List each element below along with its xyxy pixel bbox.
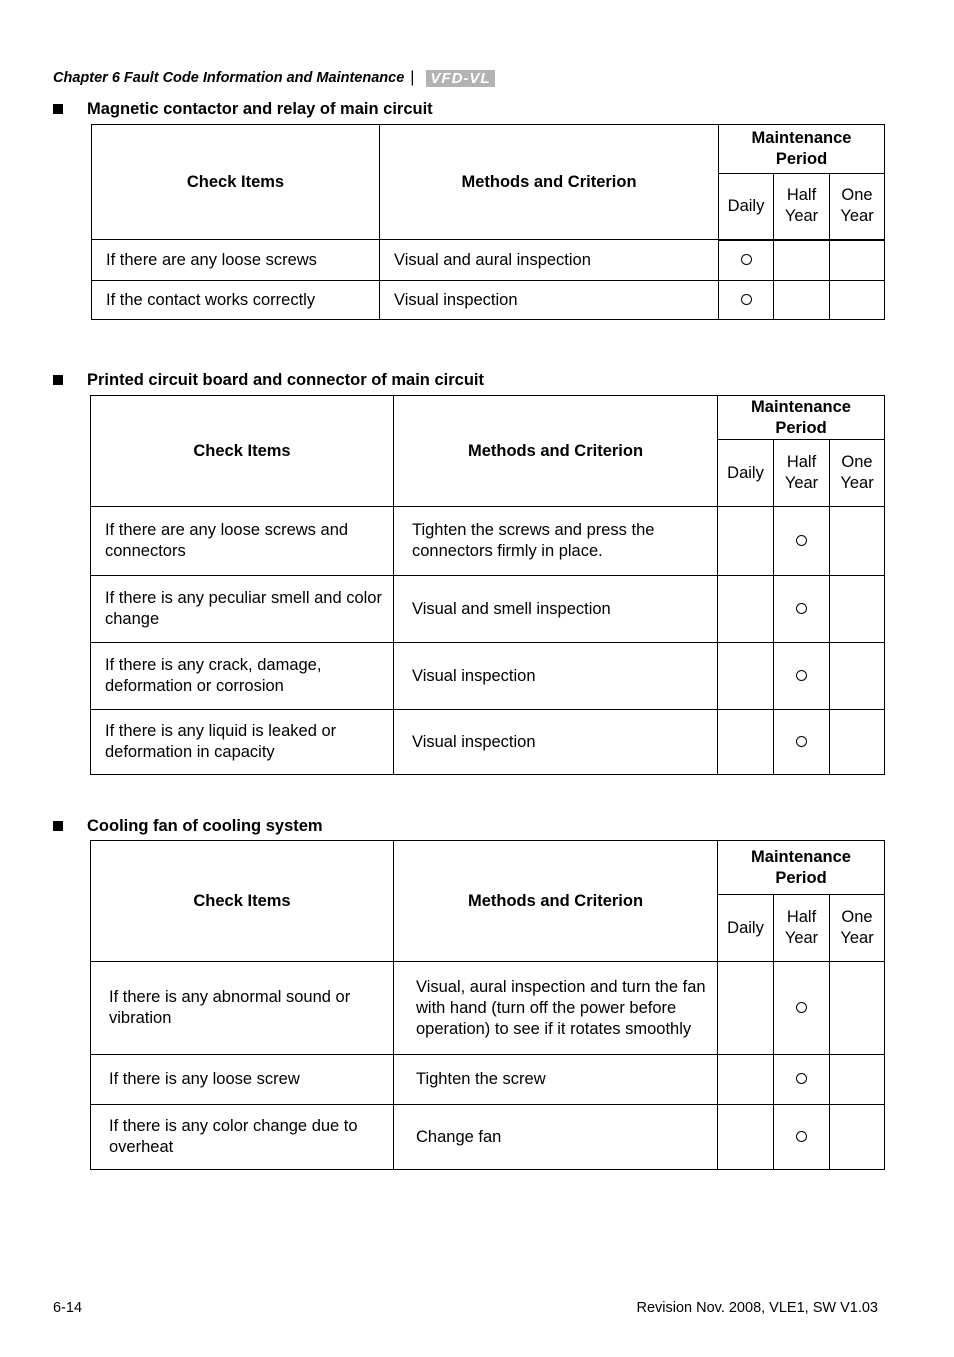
col-header-one-year: One Year xyxy=(830,895,885,962)
circle-mark-icon xyxy=(796,1073,807,1084)
table-row xyxy=(91,710,885,775)
method-cell: Visual, aural inspection and turn the fan with hand (turn off the power before operation) to see if it rotates smoothly xyxy=(394,962,718,1055)
header-separator: | xyxy=(410,69,415,86)
col-header-methods: Methods and Criterion xyxy=(394,396,718,507)
col-header-daily: Daily xyxy=(718,895,774,962)
method-cell: Tighten the screw xyxy=(394,1055,718,1105)
check-item-cell: If there is any color change due to overheat xyxy=(91,1105,394,1170)
col-header-period: Maintenance Period xyxy=(719,125,885,174)
method-cell: Visual and aural inspection xyxy=(380,240,719,281)
table-row xyxy=(91,507,885,576)
col-header-half-year: Half Year xyxy=(774,440,830,507)
table-row xyxy=(91,576,885,643)
col-header-one-year: One Year xyxy=(830,440,885,507)
check-item-cell: If there is any abnormal sound or vibration xyxy=(91,962,394,1055)
method-cell: Tighten the screws and press the connectors firmly in place. xyxy=(394,507,718,576)
square-bullet-icon xyxy=(53,104,63,114)
table-row xyxy=(92,240,885,281)
check-item-cell: If there is any liquid is leaked or deformation in capacity xyxy=(91,710,394,775)
section-title-text: Cooling fan of cooling system xyxy=(87,816,323,835)
col-header-check-items: Check Items xyxy=(91,841,394,962)
chapter-title: Chapter 6 Fault Code Information and Maintenance xyxy=(53,70,405,86)
col-header-check-items: Check Items xyxy=(92,125,380,240)
circle-mark-icon xyxy=(796,1131,807,1142)
square-bullet-icon xyxy=(53,821,63,831)
square-bullet-icon xyxy=(53,375,63,385)
table-row xyxy=(91,962,885,1055)
section-title-text: Printed circuit board and connector of main circuit xyxy=(87,370,484,389)
check-item-cell: If there is any loose screw xyxy=(91,1055,394,1105)
circle-mark-icon xyxy=(796,1002,807,1013)
method-cell: Visual inspection xyxy=(394,710,718,775)
check-item-cell: If there is any crack, damage, deformation or corrosion xyxy=(91,643,394,710)
check-item-cell: If there are any loose screws and connectors xyxy=(91,507,394,576)
revision-info: Revision Nov. 2008, VLE1, SW V1.03 xyxy=(636,1300,878,1316)
table-row xyxy=(91,1105,885,1170)
table-row xyxy=(91,643,885,710)
check-item-cell: If there are any loose screws xyxy=(92,240,380,281)
maintenance-table-pcb xyxy=(90,395,885,775)
col-header-half-year: Half Year xyxy=(774,174,830,240)
circle-mark-icon xyxy=(796,670,807,681)
method-cell: Visual and smell inspection xyxy=(394,576,718,643)
circle-mark-icon xyxy=(741,294,752,305)
table-row xyxy=(92,281,885,320)
circle-mark-icon xyxy=(796,535,807,546)
circle-mark-icon xyxy=(796,603,807,614)
circle-mark-icon xyxy=(741,254,752,265)
section-title-cooling-fan xyxy=(53,816,323,836)
check-item-cell: If the contact works correctly xyxy=(92,281,380,320)
col-header-period: Maintenance Period xyxy=(718,841,885,895)
check-item-cell: If there is any peculiar smell and color change xyxy=(91,576,394,643)
col-header-half-year: Half Year xyxy=(774,895,830,962)
page-header xyxy=(53,68,495,88)
section-title-pcb xyxy=(53,370,484,390)
method-cell: Change fan xyxy=(394,1105,718,1170)
table-row xyxy=(91,1055,885,1105)
col-header-methods: Methods and Criterion xyxy=(380,125,719,240)
col-header-daily: Daily xyxy=(718,440,774,507)
maintenance-table-contactor xyxy=(91,124,885,320)
vfd-vl-logo: VFD-VL xyxy=(426,70,494,87)
col-header-one-year: One Year xyxy=(830,174,885,240)
page-number: 6-14 xyxy=(53,1300,83,1316)
col-header-check-items: Check Items xyxy=(91,396,394,507)
col-header-daily: Daily xyxy=(719,174,774,240)
maintenance-table-cooling-fan xyxy=(90,840,885,1170)
col-header-period: Maintenance Period xyxy=(718,396,885,440)
circle-mark-icon xyxy=(796,736,807,747)
section-title-text: Magnetic contactor and relay of main circuit xyxy=(87,99,433,118)
section-title-contactor xyxy=(53,99,433,119)
method-cell: Visual inspection xyxy=(394,643,718,710)
col-header-methods: Methods and Criterion xyxy=(394,841,718,962)
method-cell: Visual inspection xyxy=(380,281,719,320)
